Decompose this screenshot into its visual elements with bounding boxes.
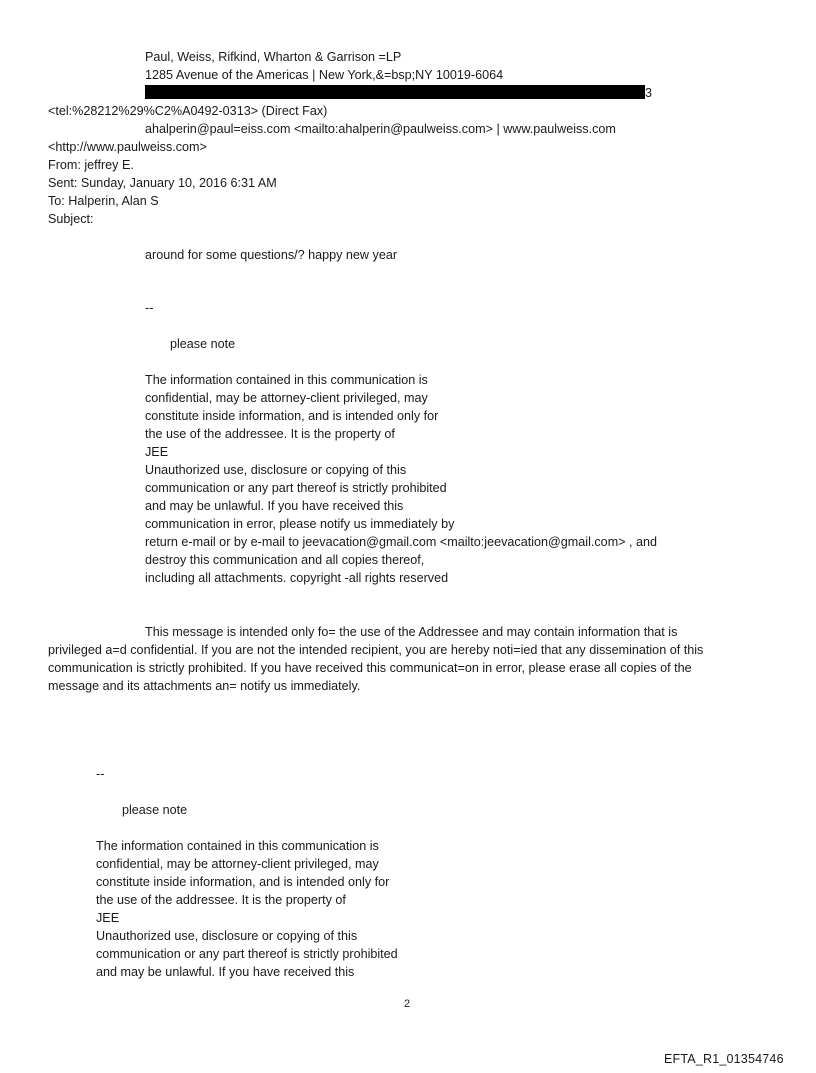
notice-line: Unauthorized use, disclosure or copying of this — [145, 463, 407, 477]
disclaimer-line: communication is strictly prohibited. If you have received this communicat=on in error, please erase all copies of the — [48, 661, 692, 675]
notice-line: The information contained in this communication is — [96, 839, 379, 853]
signature-separator: -- — [145, 301, 154, 315]
please-note: please note — [122, 803, 188, 817]
redaction-bar — [145, 85, 645, 99]
signature-separator: -- — [96, 767, 105, 781]
disclaimer-line: privileged a=d confidential. If you are not the intended recipient, you are hereby noti=ied that any dissemination of this — [48, 643, 704, 657]
sent-line: Sent: Sunday, January 10, 2016 6:31 AM — [48, 176, 277, 190]
notice-line: The information contained in this communication is — [145, 373, 428, 387]
from-line: From: jeffrey E. — [48, 158, 134, 172]
notice-line: JEE — [96, 911, 120, 925]
firm-name: Paul, Weiss, Rifkind, Wharton & Garrison =LP — [145, 50, 402, 64]
please-note: please note — [170, 337, 236, 351]
notice-line: constitute inside information, and is intended only for — [96, 875, 390, 889]
notice-line: destroy this communication and all copies thereof, — [145, 553, 425, 567]
email-line: ahalperin@paul=eiss.com <mailto:ahalperin@paulweiss.com> | www.paulweiss.com — [145, 122, 616, 136]
notice-line: communication in error, please notify us immediately by — [145, 517, 455, 531]
notice-line: return e-mail or by e-mail to jeevacation@gmail.com <mailto:jeevacation@gmail.com> , and — [145, 535, 658, 549]
disclaimer-line: This message is intended only fo= the use of the Addressee and may contain information that is — [145, 625, 678, 639]
notice-line: Unauthorized use, disclosure or copying of this — [96, 929, 358, 943]
to-line: To: Halperin, Alan S — [48, 194, 159, 208]
web-link: <http://www.paulweiss.com> — [48, 140, 207, 154]
redaction-tail: 3 — [645, 86, 653, 100]
notice-line: confidential, may be attorney-client privileged, may — [145, 391, 428, 405]
page-number: 2 — [404, 998, 411, 1010]
disclaimer-line: message and its attachments an= notify us immediately. — [48, 679, 361, 693]
notice-line: communication or any part thereof is strictly prohibited — [96, 947, 398, 961]
notice-line: the use of the addressee. It is the property of — [145, 427, 395, 441]
notice-line: constitute inside information, and is intended only for — [145, 409, 439, 423]
notice-line: and may be unlawful. If you have received this — [145, 499, 404, 513]
notice-line: the use of the addressee. It is the property of — [96, 893, 346, 907]
notice-line: confidential, may be attorney-client privileged, may — [96, 857, 379, 871]
notice-line: JEE — [145, 445, 169, 459]
bates-number: EFTA_R1_01354746 — [664, 1052, 784, 1066]
subject-line: Subject: — [48, 212, 94, 226]
firm-address: 1285 Avenue of the Americas | New York,&=bsp;NY 10019-6064 — [145, 68, 504, 82]
fax-line: <tel:%28212%29%C2%A0492-0313> (Direct Fax) — [48, 104, 328, 118]
notice-line: communication or any part thereof is strictly prohibited — [145, 481, 447, 495]
message-body: around for some questions/? happy new year — [145, 248, 398, 262]
notice-line: including all attachments. copyright -all rights reserved — [145, 571, 449, 585]
notice-line: and may be unlawful. If you have received this — [96, 965, 355, 979]
